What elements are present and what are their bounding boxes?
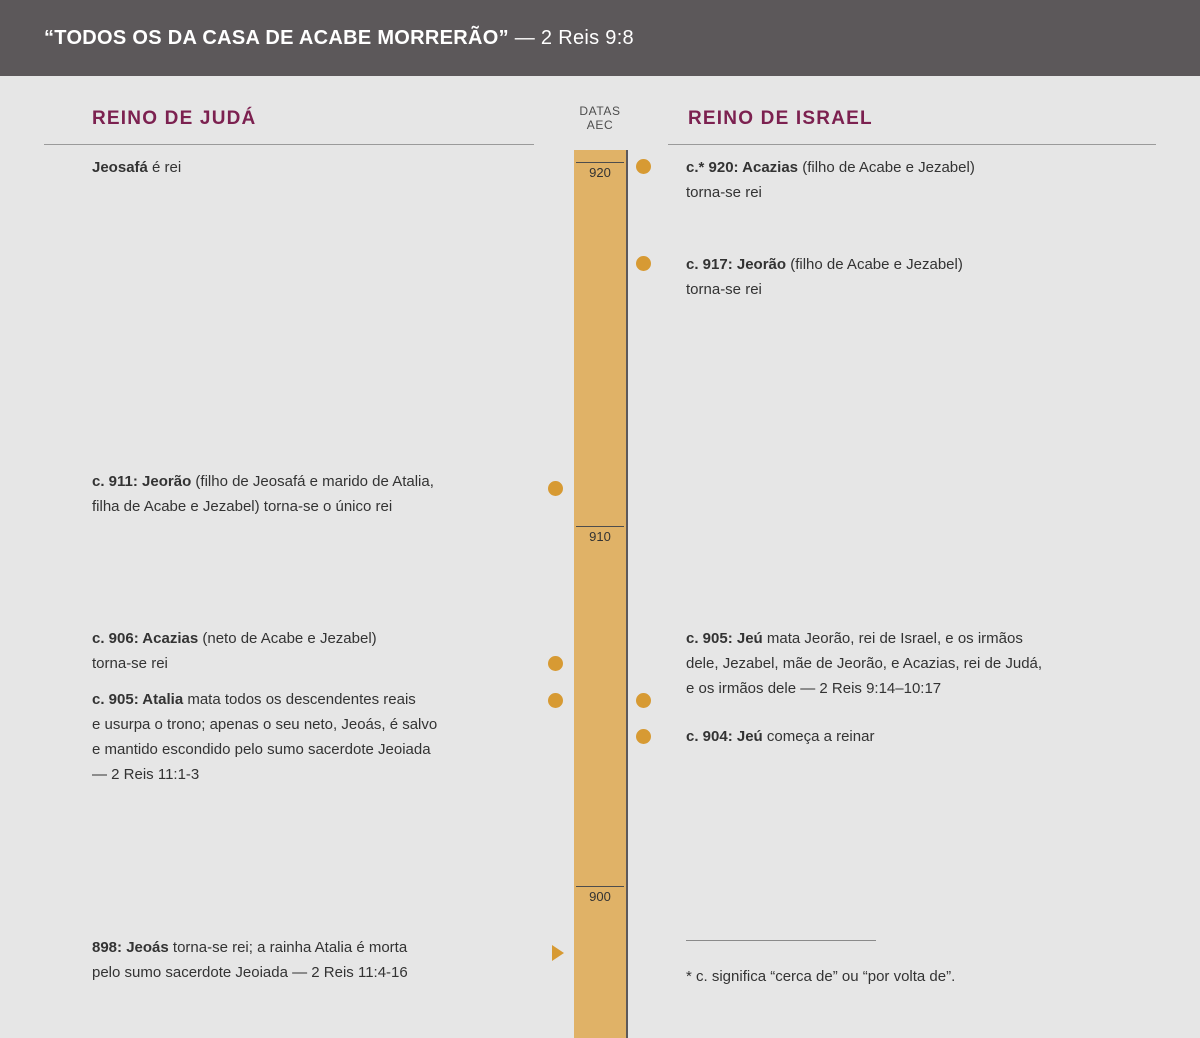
event-line-rest: (neto de Acabe e Jezabel) bbox=[198, 630, 377, 647]
page-title-quote: “TODOS OS DA CASA DE ACABE MORRERÃO” bbox=[44, 26, 509, 49]
page-title-reference: — 2 Reis 9:8 bbox=[514, 26, 634, 49]
page-title bbox=[44, 27, 634, 50]
event-line-bold: c. 905: Jeú bbox=[686, 630, 763, 647]
event-line-rest: mata Jeorão, rei de Israel, e os irmãos bbox=[762, 630, 1023, 647]
event-line: dele, Jezabel, mãe de Jeorão, e Acazias, rei de Judá, bbox=[686, 655, 1043, 672]
event-line bbox=[686, 626, 1166, 651]
event-line: e mantido escondido pelo sumo sacerdote Jeoiada bbox=[92, 741, 431, 758]
event-line bbox=[92, 626, 532, 651]
judah-event-jeosafa bbox=[92, 155, 532, 180]
event-line bbox=[92, 687, 542, 712]
column-rule-judah bbox=[44, 144, 534, 145]
event-line: — 2 Reis 11:1-3 bbox=[92, 766, 200, 783]
event-line: torna-se rei bbox=[686, 184, 762, 201]
israel-event-904-jeu bbox=[686, 724, 1156, 749]
event-line-rest: é rei bbox=[147, 159, 182, 176]
judah-event-911-jeorao bbox=[92, 469, 532, 519]
event-line: torna-se rei bbox=[686, 281, 762, 298]
judah-event-905-atalia bbox=[92, 687, 542, 787]
event-line-rest: torna-se rei; a rainha Atalia é morta bbox=[168, 939, 408, 956]
event-line-rest: (filho de Jeosafá e marido de Atalia, bbox=[191, 473, 434, 490]
israel-event-920-acazias bbox=[686, 155, 1156, 205]
event-line-rest: (filho de Acabe e Jezabel) bbox=[798, 159, 975, 176]
event-line-bold: c. 906: Acazias bbox=[92, 630, 199, 647]
event-line-rest: mata todos os descendentes reais bbox=[183, 691, 416, 708]
event-line-prefix: c.* bbox=[686, 159, 709, 176]
column-heading-judah: REINO DE JUDÁ bbox=[92, 108, 257, 129]
tick-label: 900 bbox=[589, 889, 611, 904]
dates-axis-label-line2: AEC bbox=[586, 118, 614, 132]
tick-line bbox=[576, 526, 624, 527]
dates-axis-label bbox=[572, 104, 628, 132]
event-line-bold: c. 917: Jeorão bbox=[686, 256, 787, 273]
event-line bbox=[92, 935, 532, 960]
israel-event-917-jeorao bbox=[686, 252, 1156, 302]
event-line bbox=[686, 724, 1156, 749]
event-line: filha de Acabe e Jezabel) torna-se o único rei bbox=[92, 498, 393, 515]
israel-dot-905 bbox=[636, 693, 651, 708]
footnote-text: * c. significa “cerca de” ou “por volta de”. bbox=[686, 968, 956, 985]
judah-dot-905 bbox=[548, 693, 563, 708]
event-line-rest: (filho de Acabe e Jezabel) bbox=[786, 256, 963, 273]
tick-line bbox=[576, 886, 624, 887]
event-line-bold: c. 911: Jeorão bbox=[92, 473, 192, 490]
judah-dot-911 bbox=[548, 481, 563, 496]
tick-label: 910 bbox=[589, 529, 611, 544]
israel-dot-917 bbox=[636, 256, 651, 271]
page-header bbox=[0, 0, 1200, 76]
timeline-axis-line bbox=[626, 150, 628, 1038]
israel-dot-920 bbox=[636, 159, 651, 174]
judah-event-906-acazias bbox=[92, 626, 532, 676]
dates-axis-label-line1: DATAS bbox=[579, 104, 621, 118]
israel-event-905-jeu bbox=[686, 626, 1166, 701]
timeline-chart bbox=[0, 76, 1200, 1038]
tick-line bbox=[576, 162, 624, 163]
column-rule-israel bbox=[668, 144, 1156, 145]
event-line bbox=[92, 469, 532, 494]
event-line bbox=[686, 155, 1156, 180]
footnote-rule bbox=[686, 940, 876, 941]
judah-dot-906 bbox=[548, 656, 563, 671]
column-heading-israel: REINO DE ISRAEL bbox=[688, 108, 873, 129]
tick-label: 920 bbox=[589, 165, 611, 180]
event-line: e usurpa o trono; apenas o seu neto, Jeoás, é salvo bbox=[92, 716, 438, 733]
event-line: pelo sumo sacerdote Jeoiada — 2 Reis 11:4-16 bbox=[92, 964, 408, 981]
event-line: e os irmãos dele — 2 Reis 9:14–10:17 bbox=[686, 680, 942, 697]
event-line-rest: começa a reinar bbox=[762, 728, 875, 745]
timeline-bar bbox=[574, 150, 626, 1038]
israel-dot-904 bbox=[636, 729, 651, 744]
judah-event-898-jeoas bbox=[92, 935, 532, 985]
event-line-bold: 920: Acazias bbox=[708, 159, 799, 176]
judah-arrow-898 bbox=[552, 945, 564, 961]
event-line-bold: c. 904: Jeú bbox=[686, 728, 763, 745]
event-line: torna-se rei bbox=[92, 655, 168, 672]
event-line-bold: 898: Jeoás bbox=[92, 939, 169, 956]
event-line-bold: Jeosafá bbox=[92, 159, 148, 176]
event-line bbox=[686, 252, 1156, 277]
event-line-bold: c. 905: Atalia bbox=[92, 691, 184, 708]
event-line bbox=[92, 155, 532, 180]
